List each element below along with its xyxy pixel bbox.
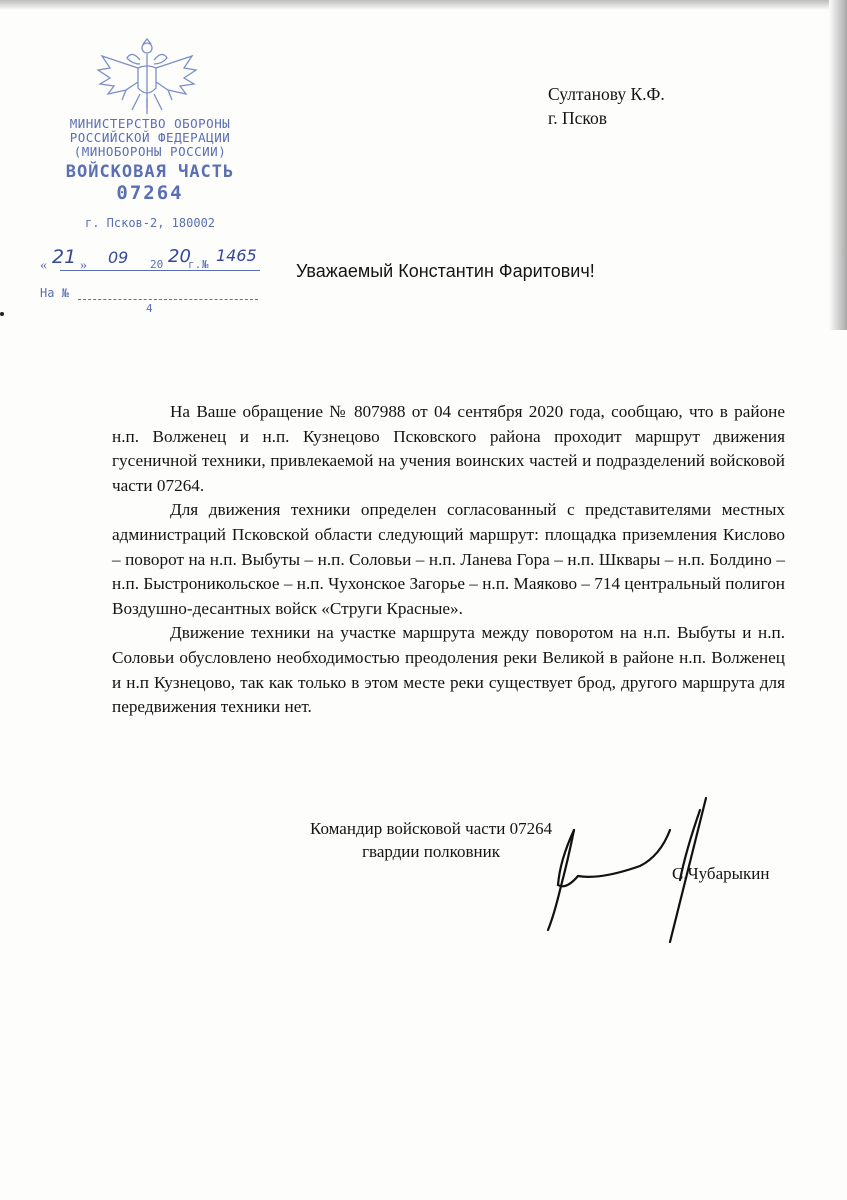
date-close-quote: » <box>80 258 87 273</box>
addressee-city: г. Псков <box>548 108 607 128</box>
reference-underline <box>78 299 258 300</box>
stamp-ministry-line3: (МИНОБОРОНЫ РОССИИ) <box>73 144 227 159</box>
body-paragraph-1: На Ваше обращение № 807988 от 04 сентября 2020 года, сообщаю, что в районе н.п. Волженец и н.п. Кузнецово Псковского района проходит маршрут движения гусеничной техники, привлекаемой на учения воинских частей и подразделений войсковой части 07264. <box>112 402 785 495</box>
stamp-address: г. Псков-2, 180002 <box>84 216 216 230</box>
number-label: № <box>202 258 209 271</box>
stamp-ministry-line1: МИНИСТЕРСТВО ОБОРОНЫ <box>69 116 231 131</box>
outgoing-date-row <box>40 246 270 276</box>
body-paragraph-3: Движение техники на участке маршрута между поворотом на н.п. Выбуты и н.п. Соловьи обусловлено необходимостью преодоления реки Великой в районе н.п. Волженец и н.п Кузнецово, так как только в этом месте реки существует брод, другого маршрута для передвижения техники нет. <box>112 623 785 717</box>
double-headed-eagle-icon <box>92 38 202 120</box>
signatory-position: Командир войсковой части 07264 <box>310 819 553 838</box>
date-year-suffix: г. <box>188 258 202 271</box>
signatory-title <box>310 817 552 863</box>
reference-subscript: 4 <box>146 302 153 315</box>
scan-edge-top <box>0 0 847 10</box>
date-day: 21 <box>52 246 77 268</box>
date-year-prefix: 20 <box>150 258 164 271</box>
body-paragraph-2: Для движения техники определен согласованный с представителями местных администраций Псковской области следующий маршрут: площадка приземления Кислово – поворот на н.п. Выбуты – н.п. Соловьи – н.п. Ланева Гора – н.п. Шквары – н.п. Болдино – н.п. Быстроникольское – н.п. Чухонское Загорье – н.п. Маяково – 714 центральный полигон Воздушно-десантных войск «Струги Красные». <box>112 500 785 618</box>
date-underline <box>60 270 260 271</box>
addressee-block <box>548 82 665 130</box>
date-year: 20 <box>168 246 191 267</box>
stamp-ministry-line2: РОССИЙСКОЙ ФЕДЕРАЦИИ <box>69 130 231 145</box>
signatory-rank: гвардии полковник <box>362 842 500 861</box>
date-open-quote: « <box>40 258 47 273</box>
date-month: 09 <box>108 248 129 267</box>
addressee-name: Султанову К.Ф. <box>548 84 665 104</box>
reference-label: На № <box>40 286 69 300</box>
outgoing-number: 1465 <box>216 246 257 265</box>
signatory-name: С.Чубарыкин <box>672 864 770 883</box>
stamp-unit-label: ВОЙСКОВАЯ ЧАСТЬ <box>65 162 235 182</box>
stamp-unit-number: 07264 <box>116 182 184 204</box>
greeting: Уважаемый Константин Фаритович! <box>296 261 595 281</box>
letter-body <box>112 400 785 720</box>
scan-edge-right <box>829 0 847 330</box>
letterhead-stamp <box>30 38 270 328</box>
scan-speck <box>0 312 4 316</box>
